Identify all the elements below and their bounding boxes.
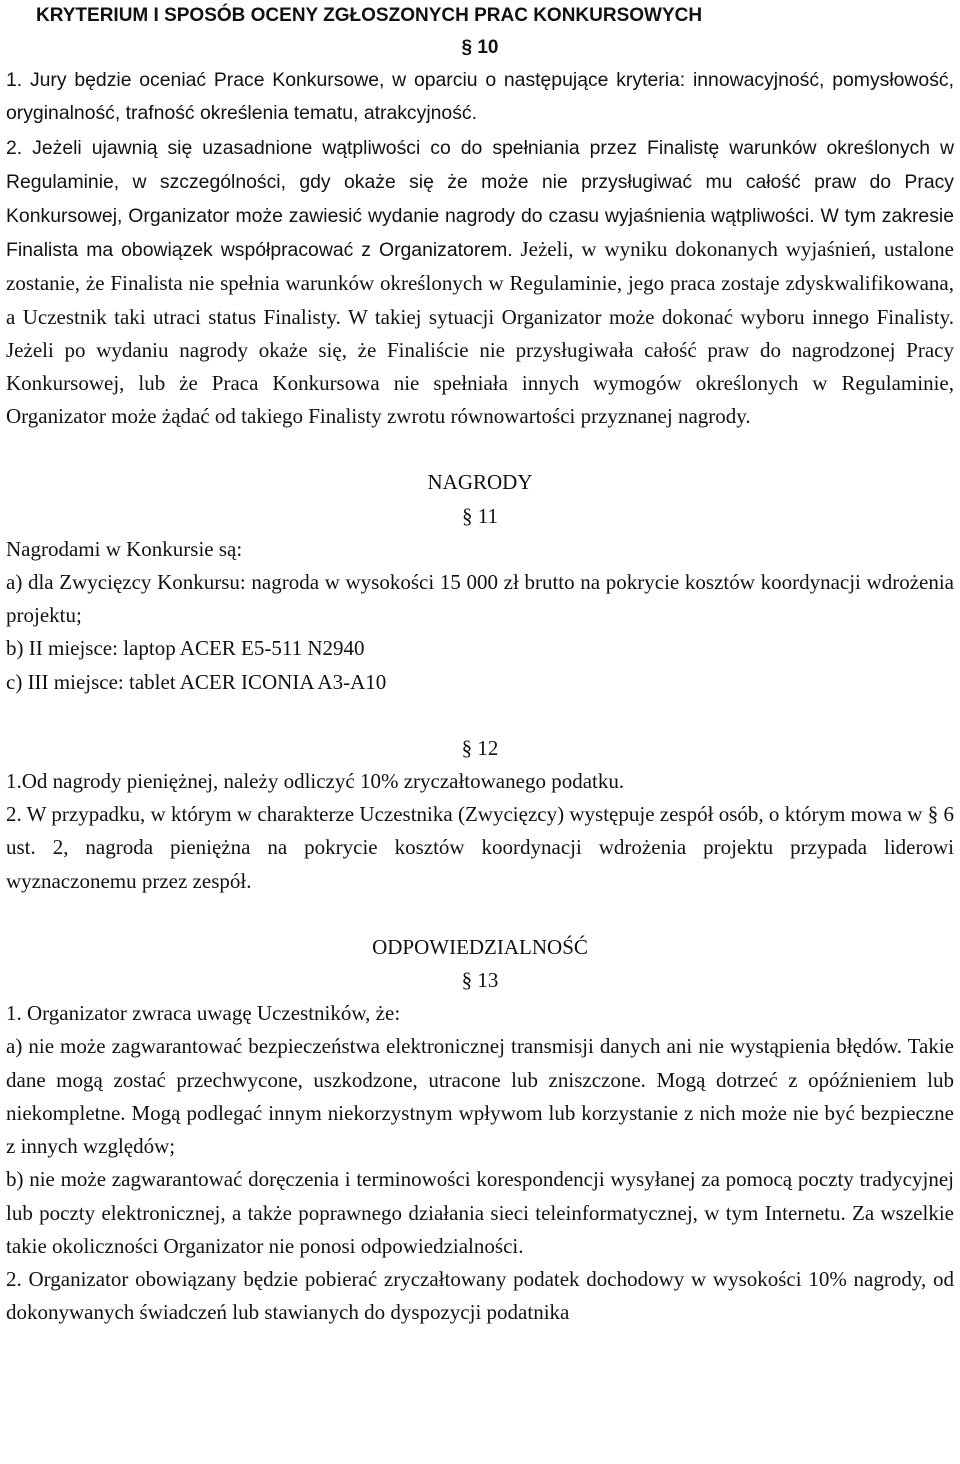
spacer	[6, 898, 954, 931]
section-number-11: § 11	[462, 503, 498, 528]
paragraph-13-1-a: a) nie może zagwarantować bezpieczeństwa elektronicznej transmisji danych ani nie wystąpienia błędów. Takie dane mogą zostać przechwycone, uszkodzone, utracone lub zniszczone. Mogą dotrzeć z opóźnieniem lub niekompletne. Mogą podlegać innym niekorzystnym wpływom lub korzystanie z nich może nie być bezpieczne z innych względów;	[6, 1034, 954, 1159]
paragraph-10-2-part-a: 2. Jeżeli ujawnią się uzasadnione wątpliwości co do spełniania przez Finalistę warunków określonych w Regulaminie, w szczególności, gdy okaże się że może nie przysługiwać mu całość praw do Pracy Konkursowej, Organizator może zawiesić wydanie nagrody do czasu wyjaśnienia wątpliwości. W tym zakresie Finalista ma obowiązek współpracować z Organizatorem.	[6, 136, 954, 262]
paragraph-10-2	[6, 131, 954, 434]
paragraph-12-2: 2. W przypadku, w którym w charakterze Uczestnika (Zwycięzcy) występuje zespół osób, o którym mowa w § 6 ust. 2, nagroda pieniężna na pokrycie kosztów koordynacji wdrożenia projektu przypada liderowi wyznaczonemu przez zespół.	[6, 802, 954, 893]
paragraph-13-1: 1. Organizator zwraca uwagę Uczestników, że:	[6, 1001, 401, 1026]
paragraph-13-2: 2. Organizator obowiązany będzie pobierać zryczałtowany podatek dochodowy w wysokości 10% nagrody, od dokonywanych świadczeń lub stawianych do dyspozycji podatnika	[6, 1266, 954, 1325]
prize-item-a: a) dla Zwycięzcy Konkursu: nagroda w wysokości 15 000 zł brutto na pokrycie kosztów koordynacji wdrożenia projektu;	[6, 570, 954, 628]
section-number-10: § 10	[461, 37, 499, 58]
paragraph-10-1: 1. Jury będzie oceniać Prace Konkursowe, w oparciu o następujące kryteria: innowacyjność, pomysłowość, oryginalność, trafność określenia tematu, atrakcyjność.	[6, 69, 954, 125]
prize-item-b: b) II miejsce: laptop ACER E5-511 N2940	[6, 636, 365, 661]
paragraph-13-1-b: b) nie może zagwarantować doręczenia i terminowości korespondencji wysyłanej za pomocą poczty tradycyjnej lub poczty elektronicznej, a także poprawnego działania sieci teleinformatycznej, w tym Internetu. Za wszelkie takie okoliczności Organizator nie ponosi odpowiedzialności.	[6, 1167, 954, 1258]
spacer	[6, 699, 954, 732]
paragraph-10-2-part-c: Jeżeli po wydaniu nagrody okaże się, że Finaliście nie przysługiwała całość praw do nagrodzonej Pracy Konkursowej, lub że Praca Konkursowa nie spełniała innych wymogów określonych w Regulaminie, Organizator może żądać od takiego Finalisty zwrotu równowartości przyznanej nagrody.	[6, 337, 954, 429]
document-heading: KRYTERIUM I SPOSÓB OCENY ZGŁOSZONYCH PRAC KONKURSOWYCH	[36, 5, 703, 26]
section-number-12: § 12	[461, 735, 499, 760]
section-number-13: § 13	[461, 968, 499, 993]
paragraph-10-2-part-b: Jeżeli, w wyniku dokonanych wyjaśnień, ustalone zostanie, że Finalista nie spełnia warunków określonych w Regulaminie, jego praca zostaje zdyskwalifikowana, a Uczestnik taki utraci status Finalisty. W takiej sytuacji Organizator może dokonać wyboru innego Finalisty.	[6, 237, 954, 329]
spacer	[6, 433, 954, 466]
paragraph-12-1: 1.Od nagrody pieniężnej, należy odliczyć 10% zryczałtowanego podatku.	[6, 769, 625, 794]
section-title-odpowiedzialnosc: ODPOWIEDZIALNOŚĆ	[372, 934, 588, 959]
section-title-nagrody: NAGRODY	[427, 470, 533, 495]
prize-item-c: c) III miejsce: tablet ACER ICONIA A3-A10	[6, 669, 387, 694]
prizes-intro: Nagrodami w Konkursie są:	[6, 536, 243, 561]
